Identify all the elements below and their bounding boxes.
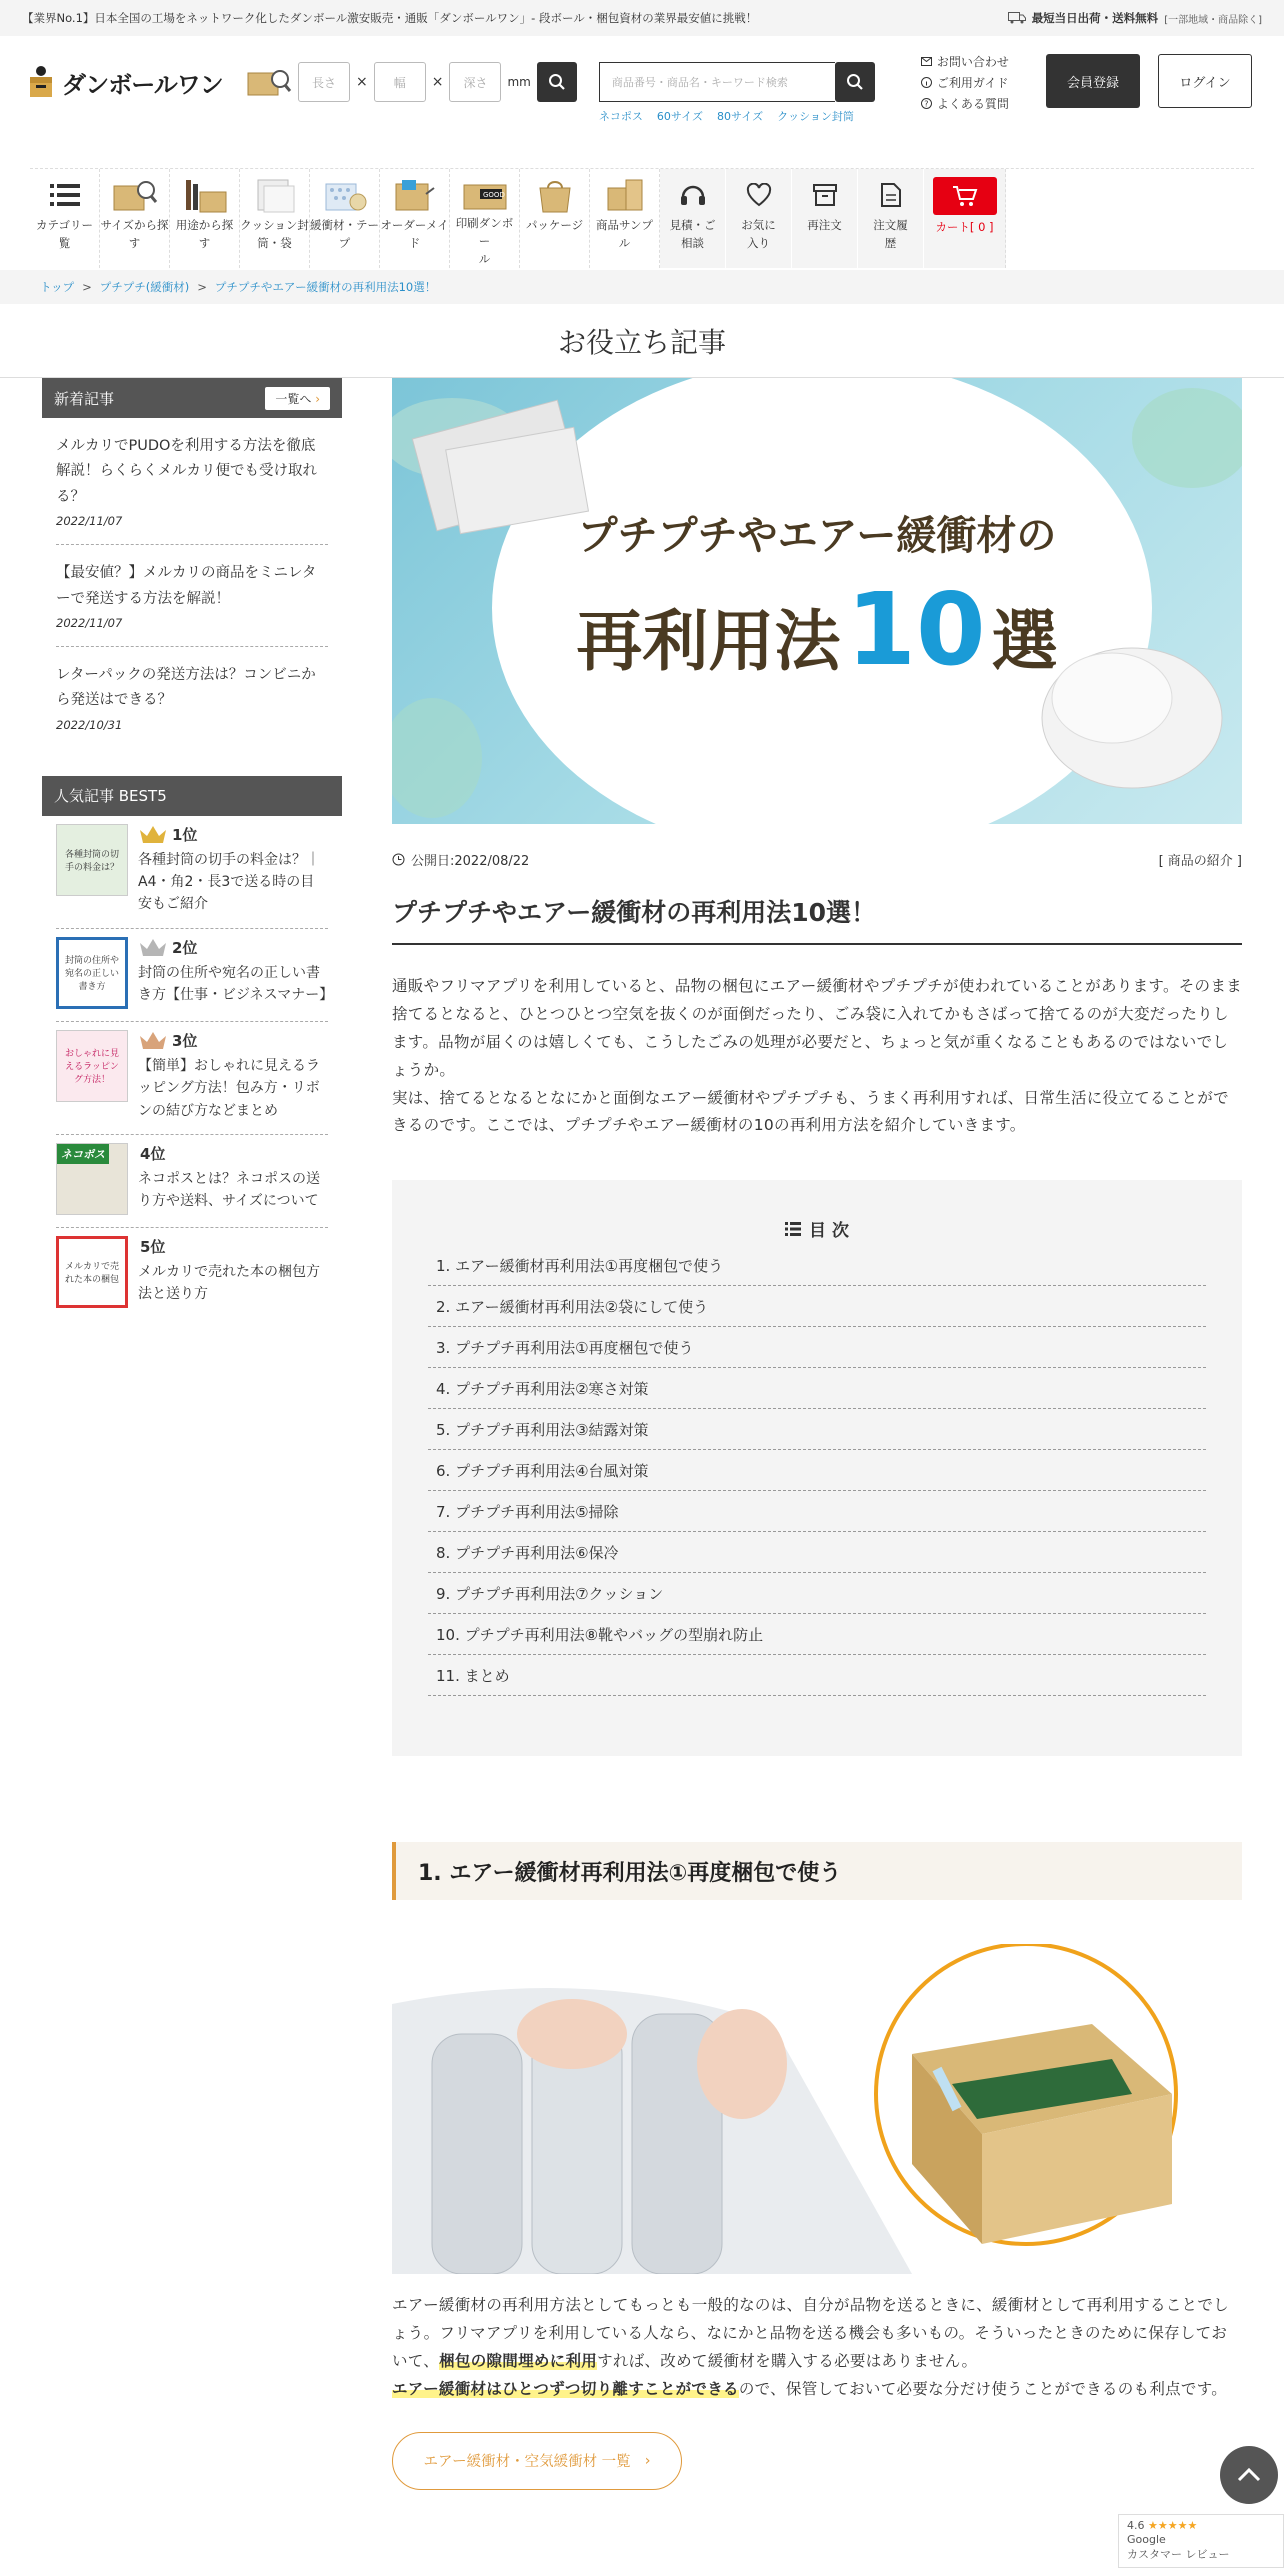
chevron-up-icon: [1236, 2467, 1262, 2483]
width-field[interactable]: 幅: [374, 62, 426, 102]
breadcrumb-current[interactable]: プチプチやエアー緩衝材の再利用法10選！: [214, 280, 437, 294]
search-tags: [599, 108, 854, 124]
guide-link[interactable]: ご利用ガイド: [921, 74, 1009, 91]
toc-item[interactable]: 3. プチプチ再利用法①再度梱包で使う: [428, 1327, 1206, 1368]
faq-link[interactable]: ? よくある質問: [921, 95, 1009, 112]
article-main: [392, 378, 1242, 2490]
keyword-search: [598, 62, 875, 123]
article-thumbnail: 各種封筒の切手の料金は？: [56, 824, 128, 896]
nav-estimate-consult[interactable]: 見積・ご 相談: [660, 169, 726, 268]
main-nav: [30, 168, 1254, 268]
cushioning-list-button[interactable]: エアー緩衝材・空気緩衝材 一覧 ›: [392, 2432, 682, 2490]
truck-icon: [1008, 12, 1026, 24]
size-search: [246, 62, 577, 102]
nav-cushioning-tape[interactable]: 緩衝材・テー プ: [310, 169, 380, 268]
nav-category-list[interactable]: カテゴリー 覧: [30, 169, 100, 268]
envelope-icon: [252, 176, 298, 214]
cart-label: カート[ 0 ]: [935, 220, 994, 234]
table-of-contents: [392, 1180, 1242, 1756]
length-field[interactable]: 長さ: [298, 62, 350, 102]
toc-item[interactable]: 4. プチプチ再利用法②寒さ対策: [428, 1368, 1206, 1409]
info-icon: [921, 77, 932, 88]
reorder-box-icon: [812, 183, 838, 207]
box-search-icon: [112, 176, 158, 214]
list-icon: [50, 183, 80, 207]
times-sign: ×: [356, 74, 368, 90]
hero-number: 10: [846, 571, 986, 688]
help-links: [921, 53, 1009, 112]
silver-crown-icon: [138, 937, 168, 957]
hero-heading: プチプチやエアー緩衝材の: [577, 513, 1057, 559]
keyword-search-button[interactable]: [835, 62, 875, 102]
hero-image: [392, 378, 1242, 824]
hero-heading-2: 再利用法: [576, 603, 841, 680]
nav-custom-order[interactable]: オーダーメイ ド: [380, 169, 450, 268]
search-tag-link[interactable]: ネコポス: [598, 110, 643, 123]
depth-field[interactable]: 深さ: [449, 62, 501, 102]
back-to-top-button[interactable]: [1220, 2446, 1278, 2504]
published-date: 公開日:2022/08/22: [411, 854, 530, 869]
nav-order-history[interactable]: 注文履 歴: [858, 169, 924, 268]
site-logo[interactable]: [26, 65, 236, 100]
article-thumbnail: おしゃれに見えるラッピング方法！: [56, 1030, 128, 1102]
search-tag-link[interactable]: 60サイズ: [656, 110, 703, 123]
search-tag-link[interactable]: 80サイズ: [716, 110, 764, 123]
article-thumbnail: ネコポス: [56, 1143, 128, 1215]
breadcrumb-category[interactable]: プチプチ(緩衝材): [99, 280, 190, 294]
breadcrumb: トップ > プチプチ(緩衝材) > プチプチやエアー緩衝材の再利用法10選！: [0, 270, 1284, 304]
headset-icon: [678, 181, 708, 209]
shipping-info: [1008, 10, 1262, 26]
contact-link[interactable]: お問い合わせ: [921, 53, 1009, 70]
popular-article-item[interactable]: おしゃれに見えるラッピング方法！ 3位 【簡単】おしゃれに見えるラッピング方法！包み方・リボンの結び方などまとめ: [56, 1022, 328, 1135]
toc-item[interactable]: 2. エアー緩衝材再利用法②袋にして使う: [428, 1286, 1206, 1327]
search-icon: [548, 73, 566, 91]
register-button[interactable]: 会員登録: [1046, 54, 1140, 108]
box-search-icon: [246, 63, 292, 101]
printed-box-icon: [462, 175, 508, 213]
popular-articles-header: 人気記事 BEST5: [42, 776, 342, 816]
keyword-search-input[interactable]: 商品番号・商品名・キーワード検索: [599, 62, 835, 102]
toc-item[interactable]: 11. まとめ: [428, 1655, 1206, 1696]
notice-text: 【業界No.1】日本全国の工場をネットワーク化したダンボール激安販売・通販「ダンボールワン」- 段ボール・梱包資材の業界最安値に挑戦！: [22, 11, 758, 25]
package-bag-icon: [532, 176, 578, 214]
toc-item[interactable]: 1. エアー緩衝材再利用法①再度梱包で使う: [428, 1245, 1206, 1286]
article-intro: 通販やフリマアプリを利用していると、品物の梱包にエアー緩衝材やプチプチが使われていることがあります。そのまま捨てるとなると、ひとつひとつ空気を抜くのが面倒だったり、ごみ袋に入れてかもさばって捨てるのが大変だったりします。品物が届くのは嬉しくても、こうしたごみの処理が必要だと、ちょっと気が重くなることもあるのではないでしょうか。 実は、捨てるとなるとなにかと面倒なエアー緩衝材やプチプチも、うまく再利用すれば、日常生活に役立てることができるのです。ここでは、プチプチやエアー緩衝材の10の再利用方法を紹介していきます。: [392, 977, 1242, 1135]
section-image: [392, 1944, 1242, 2274]
nav-favorites[interactable]: お気に 入り: [726, 169, 792, 268]
nav-reorder[interactable]: 再注文: [792, 169, 858, 268]
question-icon: [921, 98, 932, 109]
times-sign: ×: [431, 74, 444, 90]
toc-item[interactable]: 6. プチプチ再利用法④台風対策: [428, 1450, 1206, 1491]
star-rating-icon: ★★★★★: [1148, 2519, 1198, 2532]
clock-icon: [392, 853, 405, 866]
site-header: [0, 36, 1284, 128]
hero-suffix: 選: [991, 603, 1058, 680]
toc-item[interactable]: 7. プチプチ再利用法⑤掃除: [428, 1491, 1206, 1532]
shipping-text: 最短当日出荷・送料無料: [1031, 11, 1159, 25]
toc-title: 目 次: [428, 1216, 1206, 1241]
bubble-wrap-icon: [322, 176, 368, 214]
custom-box-icon: [392, 176, 438, 214]
breadcrumb-home[interactable]: トップ: [40, 280, 75, 294]
new-articles-more-button[interactable]: 一覧へ ›: [265, 387, 330, 410]
logo-mark-icon: [26, 65, 56, 99]
section-heading: 1. エアー緩衝材再利用法①再度梱包で使う: [392, 1842, 1242, 1900]
toc-item[interactable]: 8. プチプチ再利用法⑥保冷: [428, 1532, 1206, 1573]
document-icon: [880, 182, 902, 208]
heart-icon: [746, 183, 772, 207]
bronze-crown-icon: [138, 1030, 168, 1050]
svg-text:GOOD: GOOD: [482, 191, 505, 199]
popular-article-item[interactable]: 各種封筒の切手の料金は？ 1位 各種封筒の切手の料金は？｜A4・角2・長3で送る時の目安もご紹介: [56, 816, 328, 929]
search-icon: [846, 73, 864, 91]
page-title: お役立ち記事: [0, 304, 1284, 378]
shipping-note: [一部地域・商品除く]: [1164, 14, 1262, 26]
nav-cart[interactable]: [924, 169, 1006, 268]
google-review-badge[interactable]: 4.6 ★★★★★ Google カスタマー レビュー: [1118, 2514, 1284, 2568]
new-article-item[interactable]: メルカリでPUDOを利用する方法を徹底解説！らくらくメルカリ便でも受け取れる？ 2022/11/07: [56, 418, 328, 545]
new-article-item[interactable]: 【最安値？】メルカリの商品をミニレターで発送する方法を解説！ 2022/11/07: [56, 545, 328, 647]
mail-icon: [921, 57, 932, 66]
article-category[interactable]: [ 商品の紹介 ]: [1158, 854, 1242, 869]
popular-article-item[interactable]: ネコポス 4位 ネコポスとは？ネコポスの送り方や送料、サイズについて: [56, 1135, 328, 1228]
svg-text:?: ?: [924, 99, 929, 108]
nav-printed-box[interactable]: GOOD 印刷ダンボー ル: [450, 169, 520, 268]
article-thumbnail: メルカリで売れた本の梱包: [56, 1236, 128, 1308]
size-search-button[interactable]: [537, 62, 577, 102]
list-icon: [785, 1222, 801, 1236]
chevron-right-icon: ›: [644, 2452, 651, 2469]
sidebar: [42, 378, 342, 1320]
new-article-item[interactable]: レターパックの発送方法は？コンビニから発送はできる？ 2022/10/31: [56, 666, 316, 732]
article-meta: [392, 850, 1242, 869]
toc-item[interactable]: 5. プチプチ再利用法③結露対策: [428, 1409, 1206, 1450]
top-notice-bar: [0, 0, 1284, 36]
nav-package[interactable]: パッケージ: [520, 169, 590, 268]
nav-product-sample[interactable]: 商品サンプ ル: [590, 169, 660, 268]
section-paragraph: エアー緩衝材の再利用方法としてもっとも一般的なのは、自分が品物を送るときに、緩衝材として再利用することでしょう。フリマアプリを利用している人なら、なにかと品物を送る機会も多いもの。そういったときのために保存しておいて、梱包の隙間埋めに利用すれば、改めて緩衝材を購入する必要はありません。 エアー緩衝材はひとつずつ切り離すことができるので、保管しておいて必要な分だけ使うことができるのも利点です。: [392, 2296, 1229, 2399]
new-articles-header: 新着記事 一覧へ ›: [42, 378, 342, 418]
login-button[interactable]: ログイン: [1158, 54, 1252, 108]
logo-text: ダンボールワン: [62, 70, 223, 99]
bottles-box-icon: [182, 176, 228, 214]
toc-item[interactable]: 10. プチプチ再利用法⑧靴やバッグの型崩れ防止: [428, 1614, 1206, 1655]
search-tag-link[interactable]: クッション封筒: [777, 110, 854, 123]
gold-crown-icon: [138, 824, 168, 844]
article-thumbnail: 封筒の住所や宛名の正しい書き方: [56, 937, 128, 1009]
cart-icon: [952, 185, 978, 207]
sample-icon: [602, 176, 648, 214]
nav-search-by-size[interactable]: サイズから探 す: [100, 169, 170, 268]
toc-item[interactable]: 9. プチプチ再利用法⑦クッション: [428, 1573, 1206, 1614]
unit-label: mm: [507, 75, 531, 89]
article-title: プチプチやエアー緩衝材の再利用法10選！: [392, 893, 1242, 945]
popular-article-item[interactable]: 封筒の住所や宛名の正しい書き方 2位 封筒の住所や宛名の正しい書き方【仕事・ビジネスマナー】: [56, 929, 328, 1022]
nav-cushion-envelope[interactable]: クッション封 筒・袋: [240, 169, 310, 268]
popular-article-item[interactable]: メルカリで売れた本の梱包 5位 メルカリで売れた本の梱包方法と送り方: [56, 1228, 328, 1320]
nav-search-by-use[interactable]: 用途から探 す: [170, 169, 240, 268]
